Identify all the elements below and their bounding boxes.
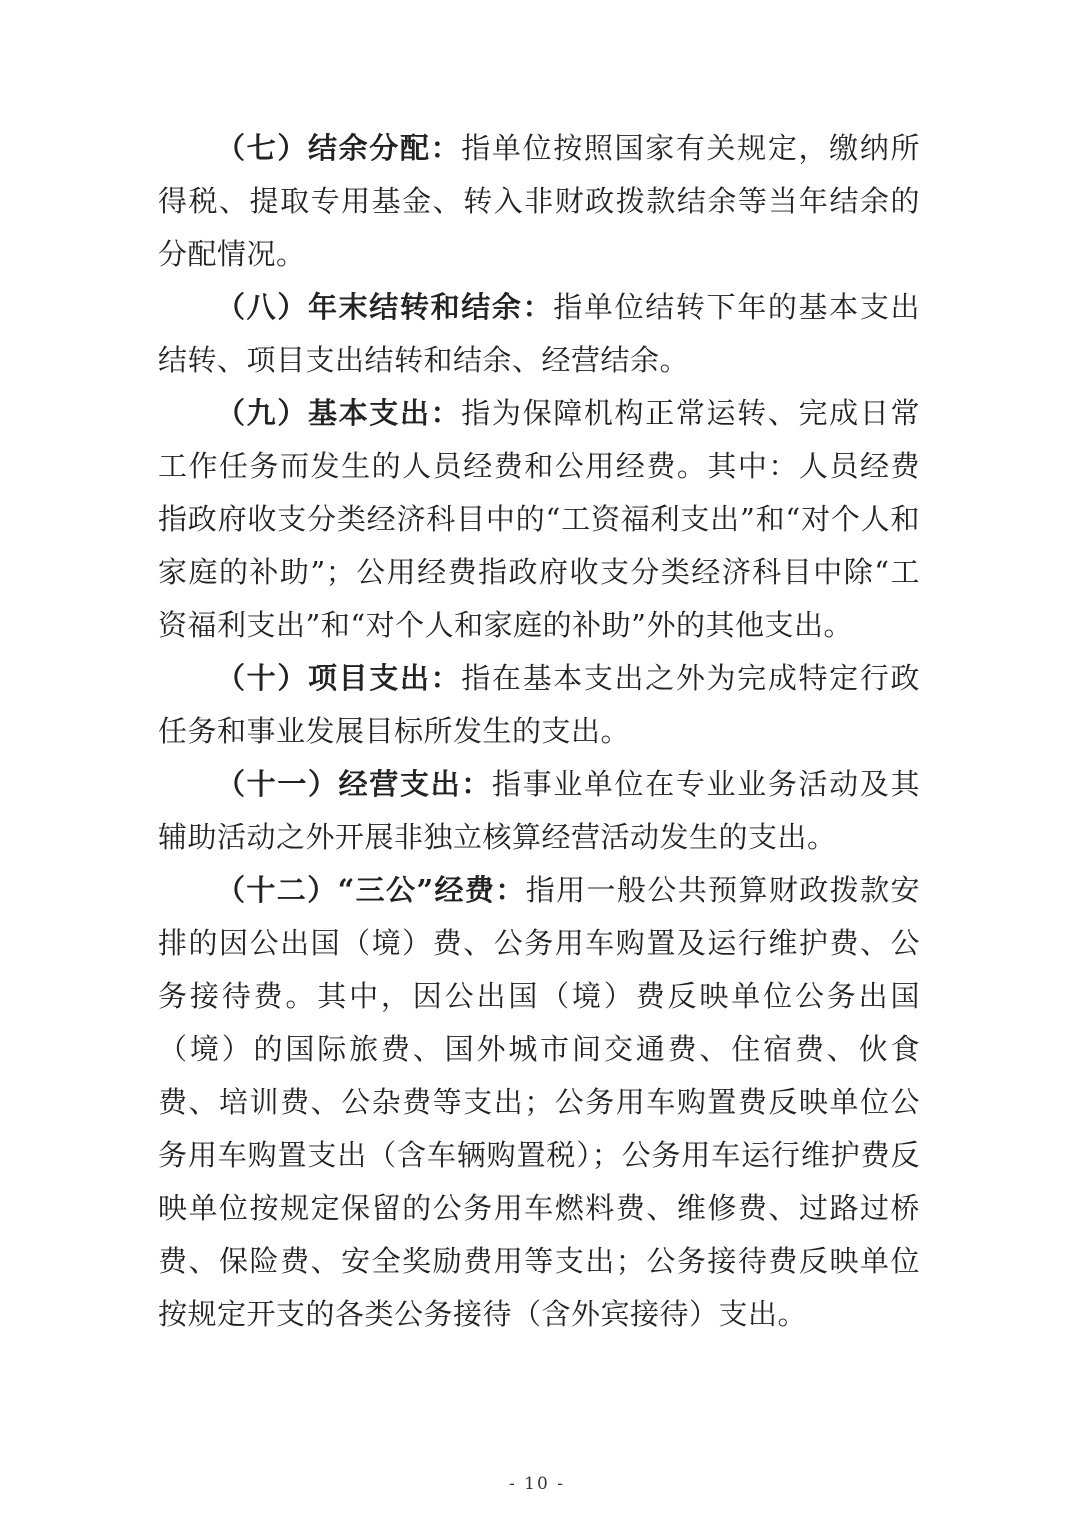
paragraph-item-8 xyxy=(158,281,920,387)
paragraph-lead: （八）年末结转和结余： xyxy=(216,290,554,324)
paragraph-item-11 xyxy=(158,758,920,864)
paragraph-lead: （十）项目支出： xyxy=(216,661,462,695)
paragraph-text: 指为保障机构正常运转、完成日常工作任务而发生的人员经费和公用经费。其中：人员经费指政府收支分类经济科目中的“工资福利支出”和“对个人和家庭的补助”；公用经费指政府收支分类经济科目中除“工资福利支出”和“对个人和家庭的补助”外的其他支出。 xyxy=(158,396,920,642)
paragraph-lead: （十二）“三公”经费： xyxy=(216,873,526,907)
paragraph-text: 指单位按照国家有关规定，缴纳所得税、提取专用基金、转入非财政拨款结余等当年结余的分配情况。 xyxy=(158,131,920,271)
paragraph-lead: （九）基本支出： xyxy=(216,396,462,430)
document-body xyxy=(158,122,920,1341)
paragraph-item-12 xyxy=(158,864,920,1341)
page-number: - 10 - xyxy=(509,1474,565,1494)
paragraph-item-10 xyxy=(158,652,920,758)
paragraph-text: 指用一般公共预算财政拨款安排的因公出国（境）费、公务用车购置及运行维护费、公务接待费。其中，因公出国（境）费反映单位公务出国（境）的国际旅费、国外城市间交通费、住宿费、伙食费、培训费、公杂费等支出；公务用车购置费反映单位公务用车购置支出（含车辆购置税）；公务用车运行维护费反映单位按规定保留的公务用车燃料费、维修费、过路过桥费、保险费、安全奖励费用等支出；公务接待费反映单位按规定开支的各类公务接待（含外宾接待）支出。 xyxy=(158,873,920,1331)
paragraph-text: 指单位结转下年的基本支出结转、项目支出结转和结余、经营结余。 xyxy=(158,290,920,377)
paragraph-text: 指在基本支出之外为完成特定行政任务和事业发展目标所发生的支出。 xyxy=(158,661,920,748)
paragraph-text: 指事业单位在专业业务活动及其辅助活动之外开展非独立核算经营活动发生的支出。 xyxy=(158,767,920,854)
paragraph-item-9 xyxy=(158,387,920,652)
paragraph-lead: （十一）经营支出： xyxy=(216,767,492,801)
paragraph-lead: （七）结余分配： xyxy=(216,131,462,165)
paragraph-item-7 xyxy=(158,122,920,281)
